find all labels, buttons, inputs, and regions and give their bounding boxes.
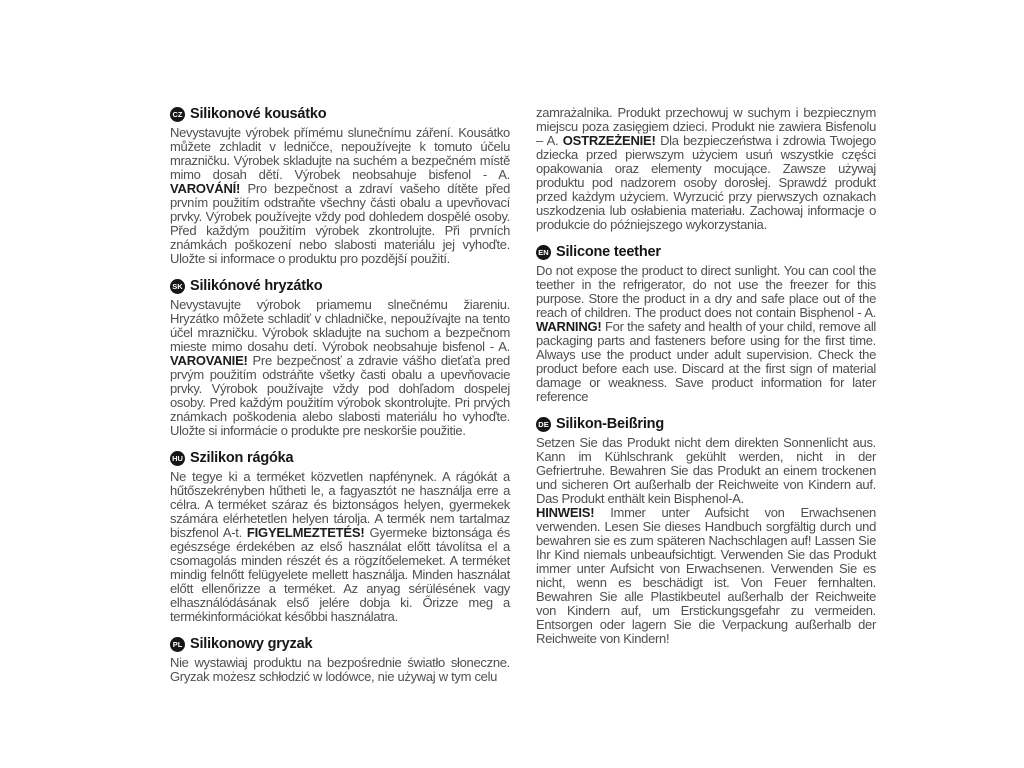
de-warning-word: HINWEIS! [536,505,595,520]
pl-part2-after: Dla bezpieczeństwa i zdrowia Twojego dziecka przed pierwszym użyciem usuń wszystkie części opakowania oraz elementy mocujące. Zawsze używaj produktu pod nadzorem osoby dorosłej. Sprawdź produkt przed każdym użyciem. Wyrzucić przy pierwszych oznakach uszkodzenia lub osłabienia materiału. Zachowaj informacje o produkcie do późniejszego wykorzystania. [536,133,876,232]
hu-section-title: Szilikon rágóka [190,450,294,466]
cz-warning-word: VAROVÁNÍ! [170,181,241,196]
sk-body-after: Pre bezpečnosť a zdravie vášho dieťaťa pred prvým použitím odstráňte všetky časti obalu a upevňovacie prvky. Výrobok používajte vždy pod dohľadom dospelej osoby. Pred každým použitím výrobok skontrolujte. Pri prvých známkach poškodenia alebo slabosti materiálu ho vyhoďte. Uložte si informácie o produkte pre neskoršie použitie. [170,353,510,438]
de-language-badge-icon: DE [536,417,551,432]
de-body-text-paragraph2 [536,506,876,646]
pl-section-heading [170,636,510,653]
pl-body-text-part1: Nie wystawiaj produktu na bezpośrednie światło słoneczne. Gryzak możesz schłodzić w lodówce, nie używaj w tym celu [170,655,510,684]
pl-body-text-part2 [536,106,876,232]
hu-warning-word: FIGYELMEZTETÉS! [246,525,365,540]
en-language-badge-icon: EN [536,245,551,260]
pl-section-title: Silikonowy gryzak [190,636,313,652]
en-body-after: For the safety and health of your child, remove all packaging parts and fasteners before using for the first time. Always use the product under adult supervision. Check the product before each use. Discard at the first sign of material damage or weakness. Save product information for later reference [536,319,876,404]
hu-section-heading [170,450,510,467]
pl-part2-before: zamrażalnika. Produkt przechowuj w suchym i bezpiecznym miejscu poza zasięgiem dzieci. Produkt nie zawiera Bisfenolu – A. [536,105,876,148]
hu-body-after: Gyermeke biztonsága és egészsége érdekében az első használat előtt távolítsa el a csomagolás minden részét és a rögzítőelemeket. A terméket mindig felnőtt felügyelete mellett használja. Minden használat előtt ellenőrizze a terméket. Az anyag sérülésének vagy elhasználódásának első jelére dobja ki. Őrizze meg a termékinformációkat későbbi használatra. [170,525,510,624]
cz-section-heading [170,106,510,123]
section-pl-start [170,636,510,684]
cz-language-badge-icon: CZ [170,107,185,122]
en-section-title: Silicone teether [556,244,661,260]
en-body-text [536,264,876,404]
pl-language-badge-icon: PL [170,637,185,652]
section-pl-continued [536,106,876,232]
section-en [536,244,876,404]
hu-body-text [170,470,510,624]
cz-body-before: Nevystavujte výrobek přímému slunečnímu záření. Kousátko můžete zchladit v ledničce, nepoužívejte k tomuto účelu mrazničku. Výrobek skladujte na suchém a bezpečném místě mimo dosah dětí. Výrobek neobsahuje bisfenol - A. [170,125,510,182]
de-section-heading [536,416,876,433]
en-body-before: Do not expose the product to direct sunlight. You can cool the teether in the refrigerator, do not use the freezer for this purpose. Store the product in a dry and safe place out of the reach of children. The product does not contain Bisphenol - A. [536,263,876,320]
right-column [536,106,876,696]
hu-body-before: Ne tegye ki a terméket közvetlen napfénynek. A rágókát a hűtőszekrényben hűtheti le, a fagyasztót ne használja erre a célra. A terméket száraz és biztonságos helyen, gyermekek számára elérhetetlen helyen tárolja. A termék nem tartalmaz biszfenol A-t. [170,469,510,540]
section-sk [170,278,510,438]
en-section-heading [536,244,876,261]
sk-language-badge-icon: SK [170,279,185,294]
sk-section-title: Silikónové hryzátko [190,278,323,294]
cz-body-text [170,126,510,266]
section-hu [170,450,510,624]
en-warning-word: WARNING! [536,319,602,334]
de-paragraph2-after: Immer unter Aufsicht von Erwachsenen verwenden. Lesen Sie dieses Handbuch sorgfältig durch und bewahren sie es zum späteren Nachschlagen auf! Lassen Sie Ihr Kind niemals unbeaufsichtigt. Verwenden Sie das Produkt immer unter Aufsicht von Erwachsenen. Verwenden Sie es nicht, wenn es beschädigt ist. Von Feuer fernhalten. Bewahren Sie alle Plastikbeutel außerhalb der Reichweite von Kindern auf, um Erstickungsgefahr zu vermeiden. Entsorgen oder lagern Sie die Verpackung außerhalb der Reichweite von Kindern! [536,505,876,646]
section-de [536,416,876,646]
section-cz [170,106,510,266]
cz-body-after: Pro bezpečnost a zdraví vašeho dítěte před prvním použitím odstraňte všechny části obalu a upevňovací prvky. Výrobek používejte vždy pod dohledem dospělé osoby. Před každým použitím výrobek zkontrolujte. Při prvních známkách poškození nebo slabosti materiálu jej vyhoďte. Uložte si informace o produktu pro pozdější použití. [170,181,510,266]
cz-section-title: Silikonové kousátko [190,106,327,122]
sk-body-text [170,298,510,438]
left-column [170,106,510,696]
sk-warning-word: VAROVANIE! [170,353,248,368]
hu-language-badge-icon: HU [170,451,185,466]
pl-warning-word: OSTRZEŻENIE! [562,133,656,148]
sk-section-heading [170,278,510,295]
leaflet-content [170,106,876,696]
sk-body-before: Nevystavujte výrobok priamemu slnečnému žiareniu. Hryzátko môžete schladiť v chladničke, nepoužívajte na tento účel mrazničku. Výrobok skladujte na suchom a bezpečnom mieste mimo dosahu detí. Výrobok neobsahuje bisfenol - A. [170,297,510,354]
de-body-text-paragraph1: Setzen Sie das Produkt nicht dem direkten Sonnenlicht aus. Kann im Kühlschrank gekühlt werden, nicht in der Gefriertruhe. Bewahren Sie das Produkt an einem trockenen und sicheren Ort außerhalb der Reichweite von Kindern auf. Das Produkt enthält kein Bisphenol-A. [536,435,876,506]
de-section-title: Silikon-Beißring [556,416,664,432]
